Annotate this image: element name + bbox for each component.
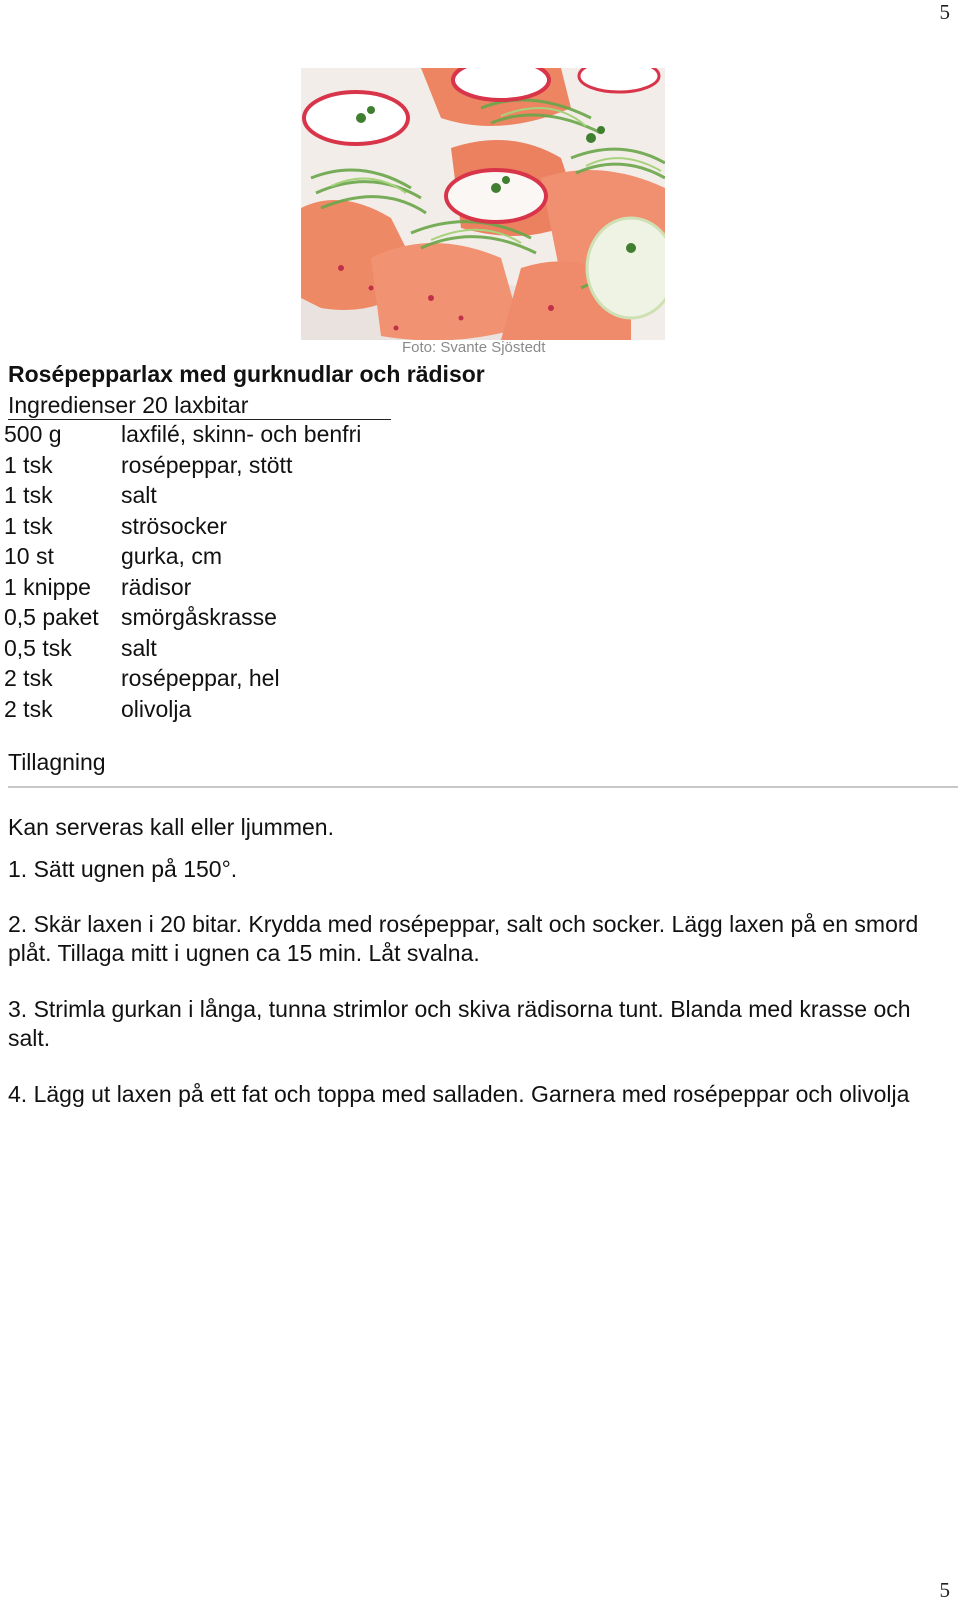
ingredient-row [4, 633, 361, 664]
ingredient-name: strösocker [121, 512, 228, 539]
ingredient-row [4, 480, 361, 511]
step-3: 3. Strimla gurkan i långa, tunna strimlor och skiva rädisorna tunt. Blanda med krasse och salt. [8, 996, 911, 1051]
recipe-title: Rosépepparlax med gurknudlar och rädisor [8, 361, 485, 387]
ingredient-quantity: 500 g [4, 421, 62, 447]
ingredient-name: olivolja [121, 695, 192, 722]
ingredient-row [4, 694, 361, 725]
ingredient-quantity: 1 knippe [4, 573, 91, 600]
ingredient-row [4, 511, 361, 542]
ingredient-quantity: 0,5 paket [4, 604, 99, 630]
ingredient-name: salt [121, 482, 157, 508]
ingredient-quantity: 1 tsk [4, 512, 53, 539]
ingredient-name: rädisor [121, 573, 192, 600]
ingredient-name: salt [121, 634, 157, 661]
preparation-heading: Tillagning [8, 749, 106, 775]
step-2: 2. Skär laxen i 20 bitar. Krydda med rosépeppar, salt och socker. Lägg laxen på en smord plåt. Tillaga mitt i ugnen ca 15 min. Låt svalna. [8, 911, 919, 966]
ingredient-quantity: 0,5 tsk [4, 634, 72, 661]
page-number-top: 5 [939, 0, 950, 24]
section-divider [8, 786, 958, 788]
ingredient-row [4, 450, 361, 481]
ingredient-name: rosépeppar, stött [121, 451, 293, 478]
ingredient-name: laxfilé, skinn- och benfri [121, 421, 362, 447]
step-1: 1. Sätt ugnen på 150°. [8, 856, 238, 882]
salmon-dish-image [301, 68, 665, 340]
serving-note: Kan serveras kall eller ljummen. [8, 814, 334, 840]
ingredient-quantity: 1 tsk [4, 482, 53, 508]
photo-credit: Foto: Svante Sjöstedt [402, 339, 546, 356]
ingredient-quantity: 1 tsk [4, 451, 53, 478]
ingredient-row [4, 663, 361, 694]
ingredient-quantity: 2 tsk [4, 695, 53, 722]
ingredients-heading: Ingredienser 20 laxbitar [8, 391, 391, 420]
recipe-photo [301, 68, 665, 340]
ingredient-row [4, 419, 361, 450]
page-number-bottom: 5 [939, 1578, 950, 1602]
ingredient-row [4, 602, 361, 633]
ingredient-row [4, 572, 361, 603]
ingredient-name: smörgåskrasse [121, 604, 277, 630]
ingredient-name: gurka, cm [121, 543, 222, 569]
step-4: 4. Lägg ut laxen på ett fat och toppa med salladen. Garnera med rosépeppar och olivolja [8, 1081, 910, 1107]
ingredients-list [4, 419, 361, 724]
ingredient-name: rosépeppar, hel [121, 665, 280, 691]
ingredient-row [4, 541, 361, 572]
ingredient-quantity: 2 tsk [4, 665, 53, 691]
ingredient-quantity: 10 st [4, 543, 54, 569]
